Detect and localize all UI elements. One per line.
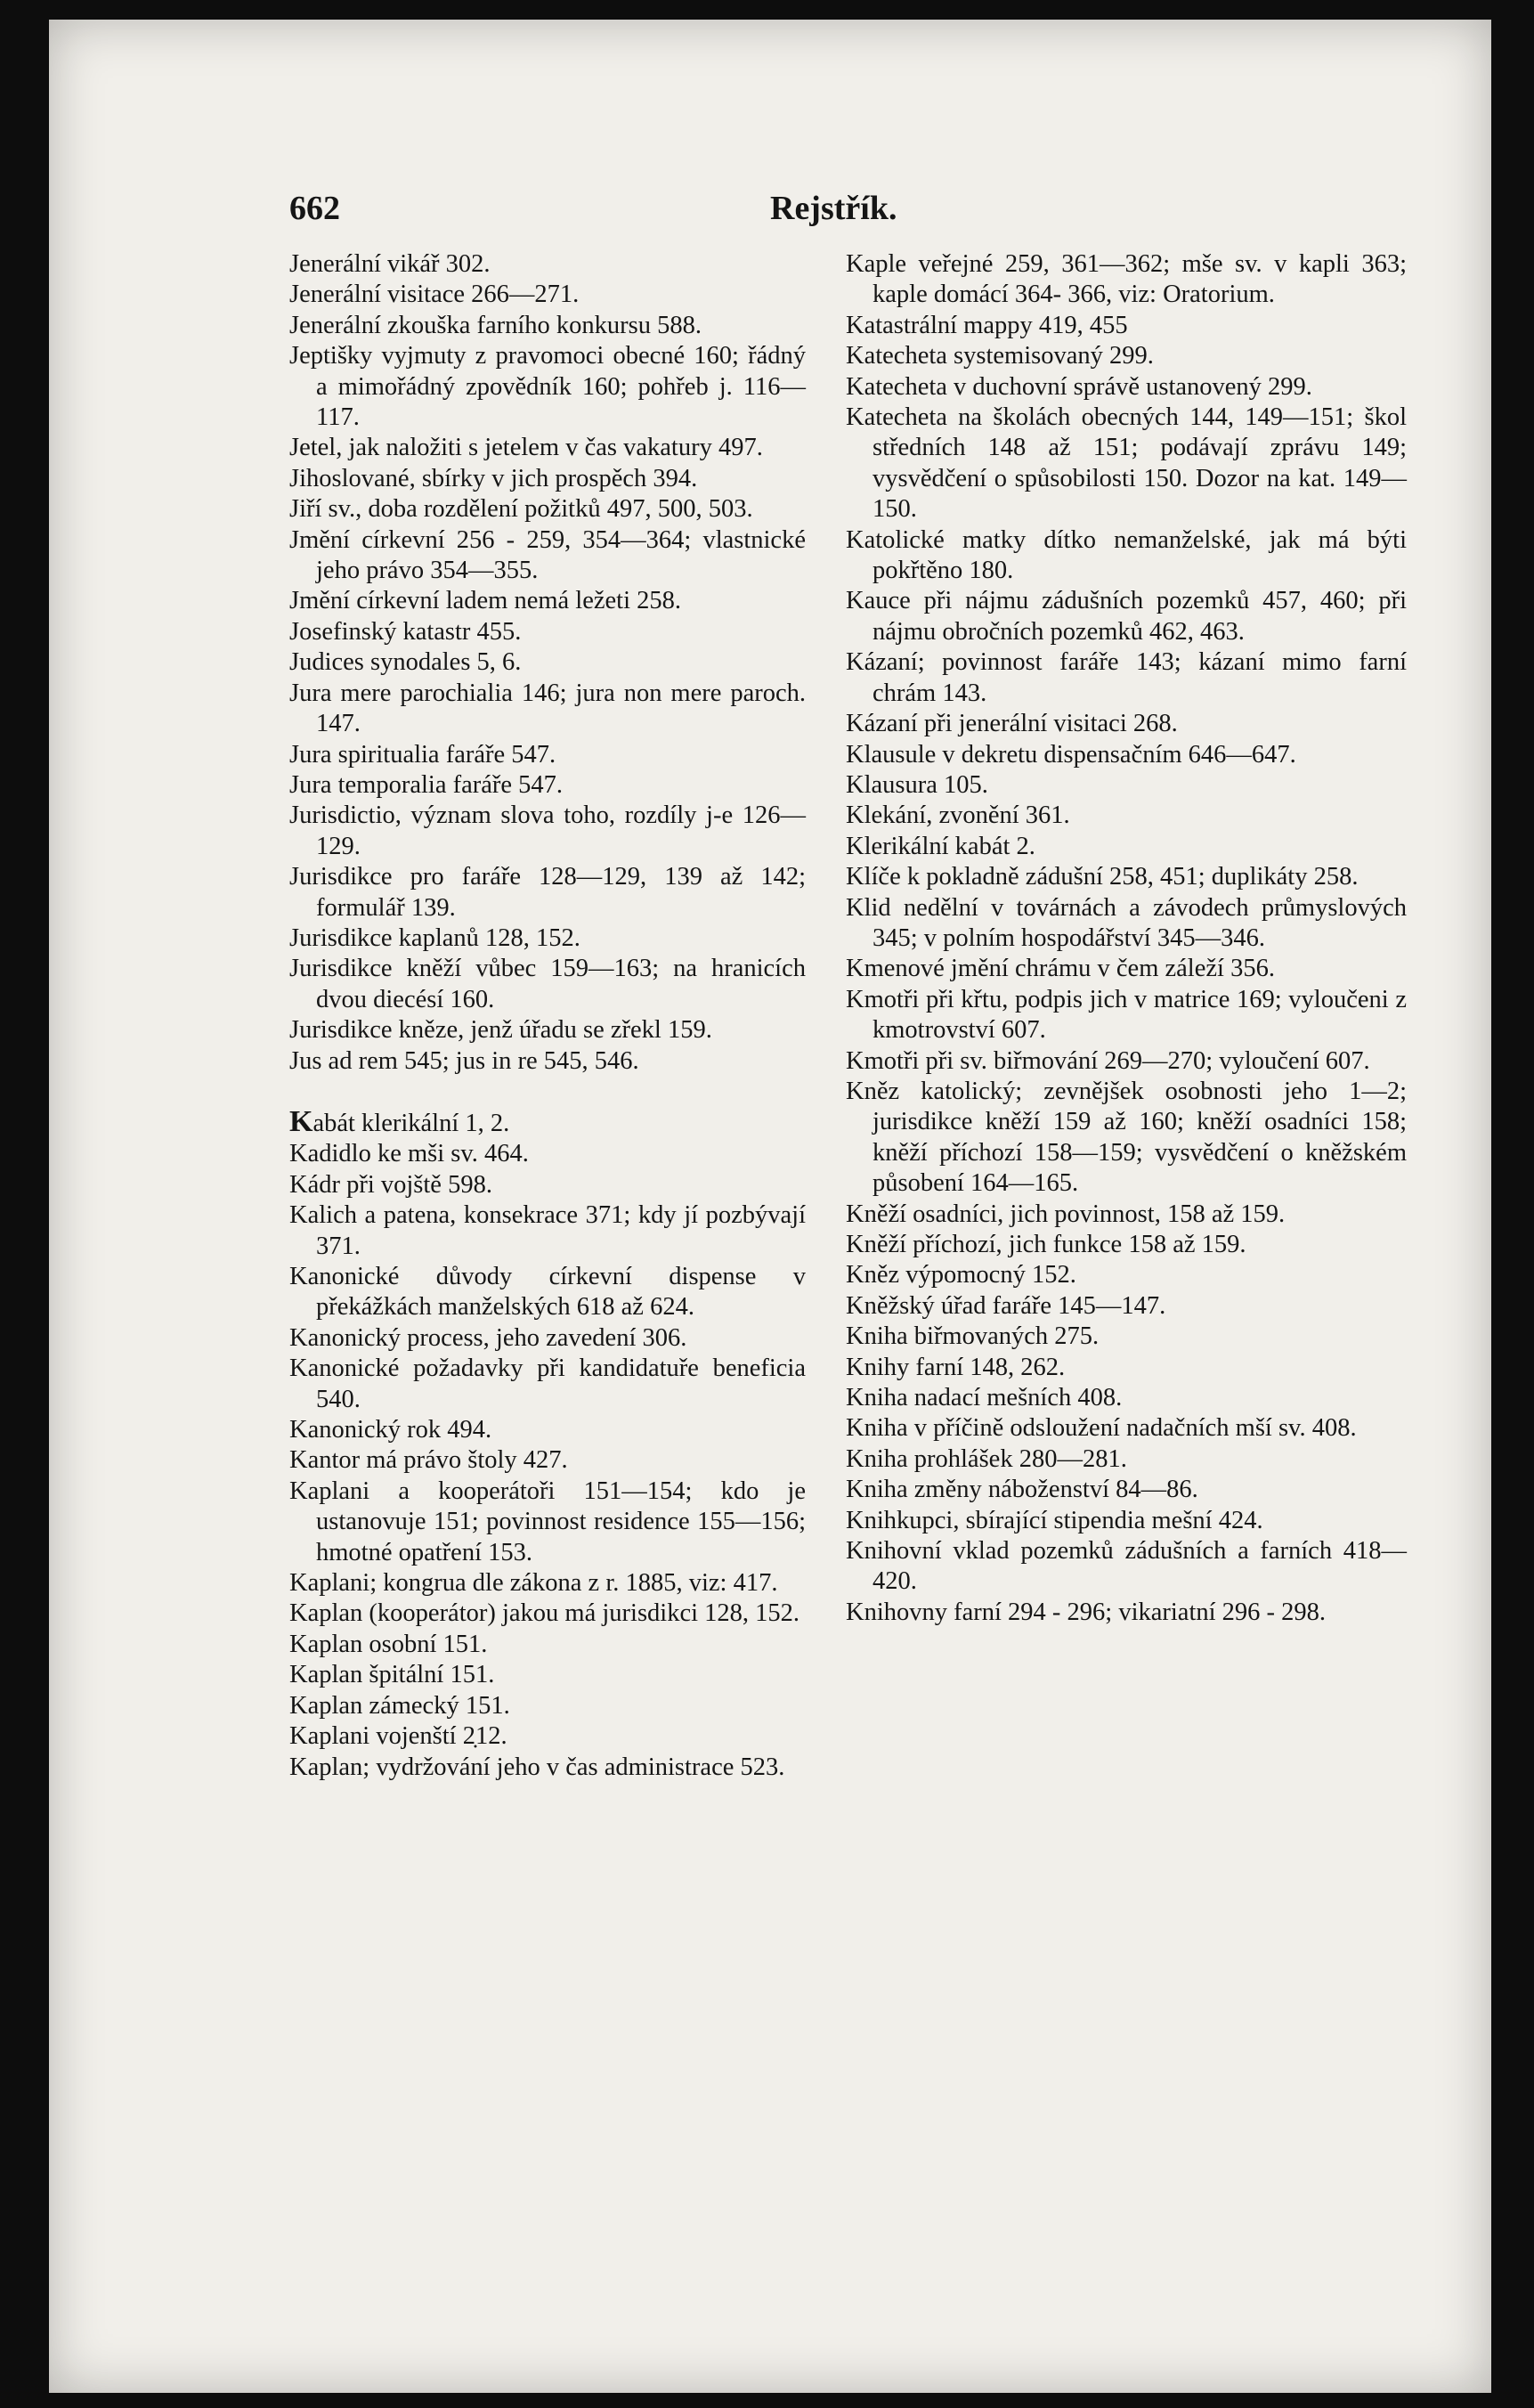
left-entries-j	[289, 249, 806, 1077]
running-head: Rejstřík.	[770, 190, 897, 227]
index-entry: Kaplan osobní 151.	[289, 1630, 488, 1658]
index-entry: Jura temporalia faráře 547.	[289, 770, 564, 799]
index-entry: Kanonické důvody církevní dispense v překážkách manželských 618 až 624.	[289, 1263, 806, 1322]
index-entry: Jenerální visitace 266—271.	[289, 281, 580, 309]
index-entry: Jenerální vikář 302.	[289, 250, 491, 278]
index-entry: Knihy farní 148, 262.	[846, 1353, 1066, 1381]
index-entry: Jeptišky vyjmuty z pravomoci obecné 160; řádný a mimořádný zpovědník 160; pohřeb j. 116—117.	[289, 342, 806, 432]
index-entry: Kanonické požadavky při kandidatuře beneficia 540.	[289, 1354, 806, 1413]
index-entry: Kněží osadníci, jich povinnost, 158 až 159.	[846, 1200, 1286, 1228]
index-entry: Kaplani; kongrua dle zákona z r. 1885, viz: 417.	[289, 1569, 778, 1598]
index-entry-text: abát klerikální 1, 2.	[312, 1109, 510, 1137]
index-entry: Klekání, zvonění 361.	[846, 801, 1070, 830]
index-entry: Jurisdikce pro faráře 128—129, 139 až 142; formulář 139.	[289, 863, 806, 922]
index-entry: Klid nedělní v továrnách a závodech průmyslových 345; v polním hospodářství 345—346.	[846, 893, 1407, 952]
index-entry: Kněz výpomocný 152.	[846, 1261, 1076, 1289]
index-entry-k-first	[289, 1104, 806, 1139]
index-entry: Kniha biřmovaných 275.	[846, 1322, 1100, 1351]
index-entry: Knihovní vklad pozemků zádušních a farních 418—420.	[846, 1537, 1407, 1596]
index-entry: Jmění církevní 256 - 259, 354—364; vlastnické jeho právo 354—355.	[289, 525, 806, 585]
index-entry: Klíče k pokladně zádušní 258, 451; duplikáty 258.	[846, 863, 1359, 891]
index-entry: Jiří sv., doba rozdělení požitků 497, 500, 503.	[289, 495, 753, 524]
index-column-left	[289, 249, 806, 1783]
index-entry: Kaplan zámecký 151.	[289, 1691, 510, 1720]
index-entry: Katecheta v duchovní správě ustanovený 299.	[846, 372, 1312, 401]
index-entry: Judices synodales 5, 6.	[289, 648, 522, 677]
index-entry: Klausura 105.	[846, 770, 988, 799]
index-column-right	[846, 249, 1407, 1628]
index-entry: Kniha změny náboženství 84—86.	[846, 1476, 1198, 1504]
index-entry: Jetel, jak naložiti s jetelem v čas vakatury 497.	[289, 434, 763, 462]
index-entry: Kněz katolický; zevnějšek osobnosti jeho 1—2; jurisdikce kněží 159 až 160; kněží osadníci 158; kněží příchozí 158—159; vysvědčení o kněžském působení 164—165.	[846, 1077, 1407, 1198]
index-entry: Katecheta na školách obecných 144, 149—151; škol středních 148 až 151; podávají zprávu 149; vysvědčení o spůsobilosti 150. Dozor na kat. 149—150.	[846, 403, 1407, 524]
index-entry: Kniha v příčině odsloužení nadačních mší sv. 408.	[846, 1414, 1357, 1443]
index-entry: Jura mere parochialia 146; jura non mere paroch. 147.	[289, 679, 806, 738]
index-entry: Kmotři při sv. biřmování 269—270; vyloučení 607.	[846, 1046, 1370, 1075]
index-entry: Jus ad rem 545; jus in re 545, 546.	[289, 1046, 639, 1075]
index-entry: Jura spiritualia faráře 547.	[289, 740, 556, 769]
index-entry: Jihoslované, sbírky v jich prospěch 394.	[289, 464, 698, 492]
index-entry: Klausule v dekretu dispensačním 646—647.	[846, 740, 1296, 769]
index-entry: Kaplan; vydržování jeho v čas administrace 523.	[289, 1753, 785, 1781]
index-entry: Kmotři při křtu, podpis jich v matrice 169; vyloučeni z kmotrovství 607.	[846, 985, 1407, 1045]
index-entry: Kalich a patena, konsekrace 371; kdy jí pozbývají 371.	[289, 1201, 806, 1260]
index-entry: Katolické matky dítko nemanželské, jak má býti pokřtěno 180.	[846, 525, 1407, 585]
index-entry: Kantor má právo štoly 427.	[289, 1446, 568, 1475]
index-entry: Katecheta systemisovaný 299.	[846, 342, 1154, 370]
index-entry: Kaplan špitální 151.	[289, 1661, 495, 1689]
section-initial: K	[289, 1104, 313, 1138]
left-entries-k	[289, 1139, 806, 1783]
index-entry: Kniha nadací mešních 408.	[846, 1384, 1123, 1412]
index-entry: Klerikální kabát 2.	[846, 832, 1035, 860]
index-entry: Kněžský úřad faráře 145—147.	[846, 1291, 1166, 1320]
page-header	[289, 180, 1002, 233]
index-entry: Kadidlo ke mši sv. 464.	[289, 1140, 529, 1168]
index-entry: Jenerální zkouška farního konkursu 588.	[289, 311, 702, 339]
index-entry: Kněží příchozí, jich funkce 158 až 159.	[846, 1231, 1246, 1258]
index-entry: Katastrální mappy 419, 455	[846, 311, 1128, 339]
index-entry: Jurisdikce kněze, jenž úřadu se zřekl 159.	[289, 1016, 712, 1045]
section-gap	[289, 1077, 806, 1107]
index-entry: Knihkupci, sbírající stipendia mešní 424.	[846, 1506, 1263, 1534]
index-entry: Jurisdikce kaplanů 128, 152.	[289, 923, 580, 952]
index-entry: Kauce při nájmu zádušních pozemků 457, 460; při nájmu obročních pozemků 462, 463.	[846, 587, 1407, 646]
index-entry: Kmenové jmění chrámu v čem záleží 356.	[846, 955, 1275, 983]
right-entries	[846, 249, 1407, 1628]
index-entry: Jurisdikce kněží vůbec 159—163; na hranicích dvou diecésí 160.	[289, 955, 806, 1013]
index-entry: Knihovny farní 294 - 296; vikariatní 296 - 298.	[846, 1598, 1327, 1626]
index-entry: Kaplani vojenští 2̣12.	[289, 1722, 507, 1751]
index-entry: Josefinský katastr 455.	[289, 617, 522, 646]
index-entry: Kaplan (kooperátor) jakou má jurisdikci 128, 152.	[289, 1599, 800, 1628]
index-entry: Kanonický rok 494.	[289, 1416, 492, 1444]
index-entry: Kniha prohlášek 280—281.	[846, 1444, 1127, 1473]
index-entry: Kaplani a kooperátoři 151—154; kdo je ustanovuje 151; povinnost residence 155—156; hmotné opatření 153.	[289, 1477, 806, 1566]
index-entry: Kaple veřejné 259, 361—362; mše sv. v kapli 363; kaple domácí 364- 366, viz: Oratorium.	[846, 250, 1407, 309]
index-entry: Kanonický process, jeho zavedení 306.	[289, 1323, 687, 1352]
index-entry: Jurisdictio, význam slova toho, rozdíly j-e 126—129.	[289, 801, 806, 860]
index-entry: Jmění církevní ladem nemá ležeti 258.	[289, 587, 682, 615]
book-page	[49, 20, 1491, 2393]
page-number: 662	[289, 190, 340, 227]
index-entry: Kázaní; povinnost faráře 143; kázaní mimo farní chrám 143.	[846, 648, 1407, 707]
index-entry: Kádr při vojště 598.	[289, 1170, 492, 1199]
index-entry: Kázaní při jenerální visitaci 268.	[846, 710, 1178, 738]
